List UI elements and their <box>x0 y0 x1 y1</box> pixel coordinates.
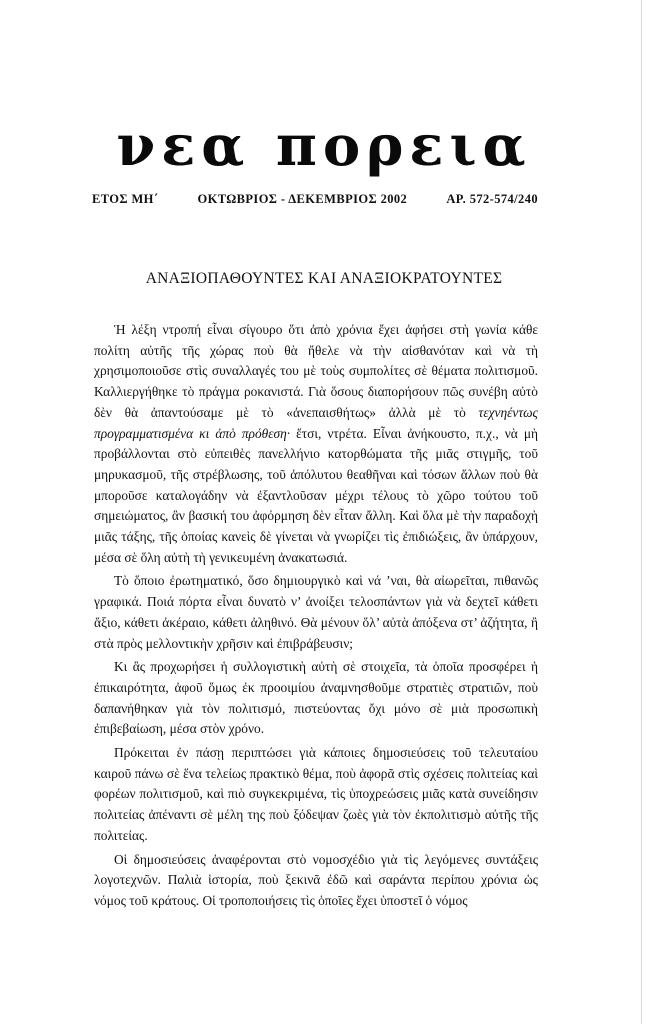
paragraph-4: Πρόκειται ἐν πάσῃ περιπτώσει γιὰ κάποιες δημοσιεύσεις τοῦ τελευταίου καιροῦ πάνω σὲ ἕνα τελείως πρακτικὸ θέμα, ποὺ ἀφορᾶ στὶς σχέσεις πολιτείας καὶ φορέων πολιτισμοῦ, καὶ πιὸ συγκεκριμένα, τὶς ὑποχρεώσεις μιᾶς κατὰ συνείδησιν πολιτείας ἀπέναντι σὲ μέλη της ποὺ ξόδεψαν ζωὲς γιὰ τὸν ἐκπολιτισμὸ αὐτῆς τῆς πολιτείας. <box>94 745 538 843</box>
article-body <box>94 320 538 912</box>
paragraph-3: Κι ἂς προχωρήσει ἡ συλλογιστικὴ αὐτὴ σὲ στοιχεῖα, τὰ ὁποῖα προσφέρει ἡ ἐπικαιρότητα, ἀφοῦ ὅμως ἐκ προοιμίου ἀναμνησθοῦμε στρατιὲς στρατιῶν, ποὺ δαπανήθηκαν γιὰ τὸν πολιτισμό, πιστεύοντας ὄχι μόνο σὲ μιὰ προσωπικὴ ἐπιβεβαίωση, μέσα στὸν χρόνο. <box>94 659 538 737</box>
paragraph-1-text-a: Ἡ λέξη ντροπή εἶναι σίγουρο ὅτι ἀπὸ χρόνια ἔχει ἀφήσει στὴ γωνία κάθε πολίτη αὐτῆς τῆς χώρας ποὺ θὰ ἤθελε νὰ τὴν αἰσθανόταν καὶ νὰ τὴ χρησιμοποιοῦσε στὶς συναλλαγές του μὲ τοὺς συμπολίτες σὲ θέματα πολιτισμοῦ. Καλλιεργήθηκε τὸ πράγμα ροκανιστά. Γιὰ ὅσους διαπορήσουν πῶς συνέβη αὐτὸ δὲν θὰ ἀπαντούσαμε μὲ τὸ «ἀνεπαισθήτως» ἀλλὰ μὲ τὸ <box>94 322 538 420</box>
paragraph-2: Τὸ ὅποιο ἐρωτηματικό, ὅσο δημιουργικὸ καὶ νά ’ναι, θὰ αἰωρεῖται, πιθανῶς γραφικά. Ποιά πόρτα εἶναι δυνατὸ ν’ ἀνοίξει τελοσπάντων γιὰ νὰ δεχτεῖ κάθετι ἄξιο, κάθετι ἀκέραιο, κάθετι ἀληθινό. Θὰ μένουν ὅλ’ αὐτὰ ἀπόξενα στ’ ἀζήτητα, ἢ στὰ πρὸς μελλοντικὴν χρῆσιν καὶ ἐπιβράβευσιν; <box>94 573 538 651</box>
issue-period: ΟΚΤΩΒΡΙΟΣ - ΔΕΚΕΜΒΡΙΟΣ 2002 <box>197 192 408 206</box>
journal-masthead: νεα πορεια <box>116 113 532 179</box>
paragraph-1 <box>94 320 538 568</box>
issue-number: ΑΡ. 572-574/240 <box>446 192 538 206</box>
paragraph-1-text-b: ἔτσι, ντρέτα. Εἶναι ἀνήκουστο, π.χ., νὰ μὴ προβάλλονται στὸ εὐπειθὲς πανελλήνιο κατορθώματα τῆς μιᾶς στιγμῆς, τοῦ μηρυκασμοῦ, τῆς στρέβλωσης, τοῦ ἀπόλυτου θεαθῆναι καὶ τόσων ἄλλων ποὺ θὰ μποροῦσε καταλογάδην νὰ ἐξαντλοῦσαν μέχρι τέλους τὸ χῶρο τούτου τοῦ σημειώματος, ἂν βασική του ἀφόρμηση δὲν εἶταν ἄλλη. Καὶ ὅλα μὲ τὴν παραδοχὴ μιᾶς τάξης, τῆς ὁποίας κανεὶς δὲ γίνεται νὰ γνωρίζει τὶς ἐπιδιώξεις, ἂν ὑπάρχουν, μέσα σὲ ὅλη αὐτὴ τὴ γενικευμένη ἀνακατωσιά. <box>94 425 538 565</box>
issue-line <box>92 192 538 207</box>
paragraph-1-emphasis: τεχνηέντως προγραμματισμένα κι ἀπὸ πρόθεση· <box>94 404 538 441</box>
article-title: ΑΝΑΞΙΟΠΑΘΟΥΝΤΕΣ ΚΑΙ ΑΝΑΞΙΟΚΡΑΤΟΥΝΤΕΣ <box>145 270 503 287</box>
issue-year: ΕΤΟΣ ΜΗ΄ <box>92 192 159 206</box>
paragraph-5: Οἱ δημοσιεύσεις ἀναφέρονται στὸ νομοσχέδιο γιὰ τὶς λεγόμενες συντάξεις λογοτεχνῶν. Παλιὰ ἱστορία, ποὺ ξεκινᾶ ἐδῶ καὶ σαράντα περίπου χρόνια ὡς νόμος τοῦ κράτους. Οἱ τροποποιήσεις τὶς ὁποῖες ἔχει ὑποστεῖ ὁ νόμος <box>94 851 538 908</box>
